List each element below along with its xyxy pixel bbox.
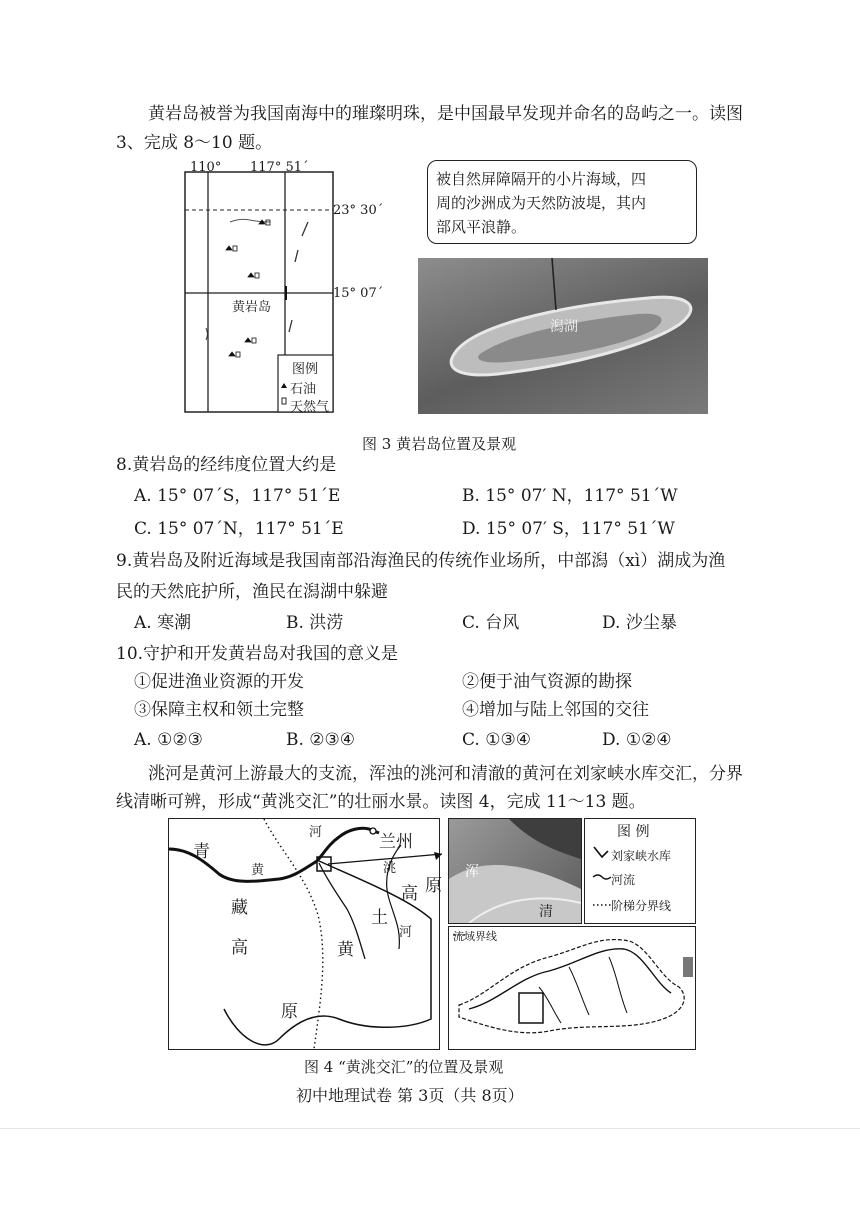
fig4-label-he: 河 (309, 825, 323, 840)
q8-option-a: A. 15° 07´S，117° 51´E (134, 486, 341, 506)
fig4-label-qing: 青 (193, 842, 210, 862)
fig4-legend-symbols (591, 845, 611, 917)
intro-line-2: 3、完成 8～10 题。 (116, 133, 273, 153)
fig3-caption: 图 3 黄岩岛位置及景观 (362, 435, 517, 453)
fig4-label-gao-1: 高 (231, 938, 248, 958)
intro2-line-1: 洮河是黄河上游最大的支流，浑浊的洮河和清澈的黄河在刘家峡水库交汇，分界 (148, 764, 743, 784)
fig3-legend-title: 图例 (292, 362, 319, 377)
intro-line-1: 黄岩岛被誉为我国南海中的璀璨明珠，是中国最早发现并命名的岛屿之一。读图 (148, 104, 743, 124)
fig3-photo-drawing (418, 258, 708, 414)
q9-option-b: B. 洪涝 (286, 613, 344, 633)
fig4-basin-map (448, 926, 696, 1050)
fig4-caption: 图 4 “黄洮交汇”的位置及景观 (304, 1058, 504, 1076)
fig3-photo (418, 258, 708, 414)
fig3-legend-oil: 石油 (290, 382, 317, 397)
fig4-label-lanzhou: 兰州 (379, 832, 413, 852)
q10-item-4: ④增加与陆上邻国的交往 (462, 700, 649, 720)
q8-option-b: B. 15° 07′ N，117° 51´W (462, 486, 678, 506)
q8-option-d: D. 15° 07′ S，117° 51´W (462, 519, 675, 539)
q9-line-1: 9.黄岩岛及附近海域是我国南部沿海渔民的传统作业场所，中部潟（xì）湖成为渔 (116, 551, 726, 571)
fig4-legend-step-line: 阶梯分界线 (611, 899, 672, 913)
fig4-basin-legend-label: 流域界线 (453, 930, 497, 943)
fig4-connector-arrow (328, 850, 448, 870)
fig4-basin-drawing (449, 927, 695, 1049)
fig4-legend (584, 818, 696, 924)
page-bottom-rule (0, 1128, 860, 1129)
fig4-photo-label-hun: 浑 (465, 864, 479, 880)
q10-stem: 10.守护和开发黄岩岛对我国的意义是 (116, 644, 399, 664)
fig4-label-tao: 洮 (383, 861, 397, 876)
fig4-label-zang: 藏 (231, 898, 248, 918)
q9-option-a: A. 寒潮 (134, 613, 192, 633)
fig3-map (140, 160, 390, 420)
q10-option-d: D. ①②④ (602, 730, 672, 750)
q8-stem: 8.黄岩岛的经纬度位置大约是 (116, 455, 337, 475)
fig3-lat-1507: 15° 07´ (333, 286, 384, 301)
q9-option-c: C. 台风 (462, 613, 520, 633)
fig4-label-yuan-2: 原 (425, 876, 442, 896)
q10-option-b: B. ②③④ (286, 730, 356, 750)
fig4-photo-label-qing: 清 (539, 904, 553, 920)
fig3-lat-2330: 23° 30´ (333, 203, 384, 218)
fig3-photo-lagoon-label: 潟湖 (550, 319, 578, 335)
q10-item-1: ①促进渔业资源的开发 (134, 672, 304, 692)
fig3-callout-line-3: 部风平浪静。 (436, 218, 527, 236)
fig4-legend-reservoir: 刘家峡水库 (611, 849, 672, 863)
fig4-label-huang-1: 黄 (251, 863, 265, 878)
q10-option-a: A. ①②③ (134, 730, 203, 750)
fig3-lon-117: 117° 51´ (250, 160, 309, 175)
fig3-callout (427, 160, 697, 244)
fig4-label-gao-2: 高 (401, 884, 418, 904)
fig4-legend-title: 图 例 (617, 824, 650, 840)
page-footer: 初中地理试卷 第 3页（共 8页） (296, 1086, 524, 1105)
q8-option-c: C. 15° 07´N，117° 51´E (134, 519, 344, 539)
q10-item-2: ②便于油气资源的勘探 (462, 672, 632, 692)
q9-line-2: 民的天然庇护所，渔民在潟湖中躲避 (116, 582, 388, 602)
fig4-label-huang-2: 黄 (337, 940, 354, 960)
fig4-label-tu: 土 (371, 908, 388, 928)
fig3-legend-gas: 天然气 (290, 400, 330, 415)
intro2-line-2: 线清晰可辨，形成“黄洮交汇”的壮丽水景。读图 4，完成 11～13 题。 (116, 792, 646, 812)
fig3-lon-110: 110° (190, 160, 222, 175)
fig4-legend-river: 河流 (611, 873, 636, 887)
fig4-label-he-2: 河 (399, 925, 413, 940)
fig4-photo (448, 818, 582, 924)
fig3-callout-line-1: 被自然屏障隔开的小片海域，四 (436, 170, 647, 188)
q9-option-d: D. 沙尘暴 (602, 613, 677, 633)
fig3-island-label: 黄岩岛 (232, 300, 272, 315)
fig4-label-yuan-1: 原 (281, 1002, 298, 1022)
q10-option-c: C. ①③④ (462, 730, 531, 750)
fig3-callout-line-2: 周的沙洲成为天然防波堤，其内 (436, 194, 647, 212)
q10-item-3: ③保障主权和领土完整 (134, 700, 304, 720)
